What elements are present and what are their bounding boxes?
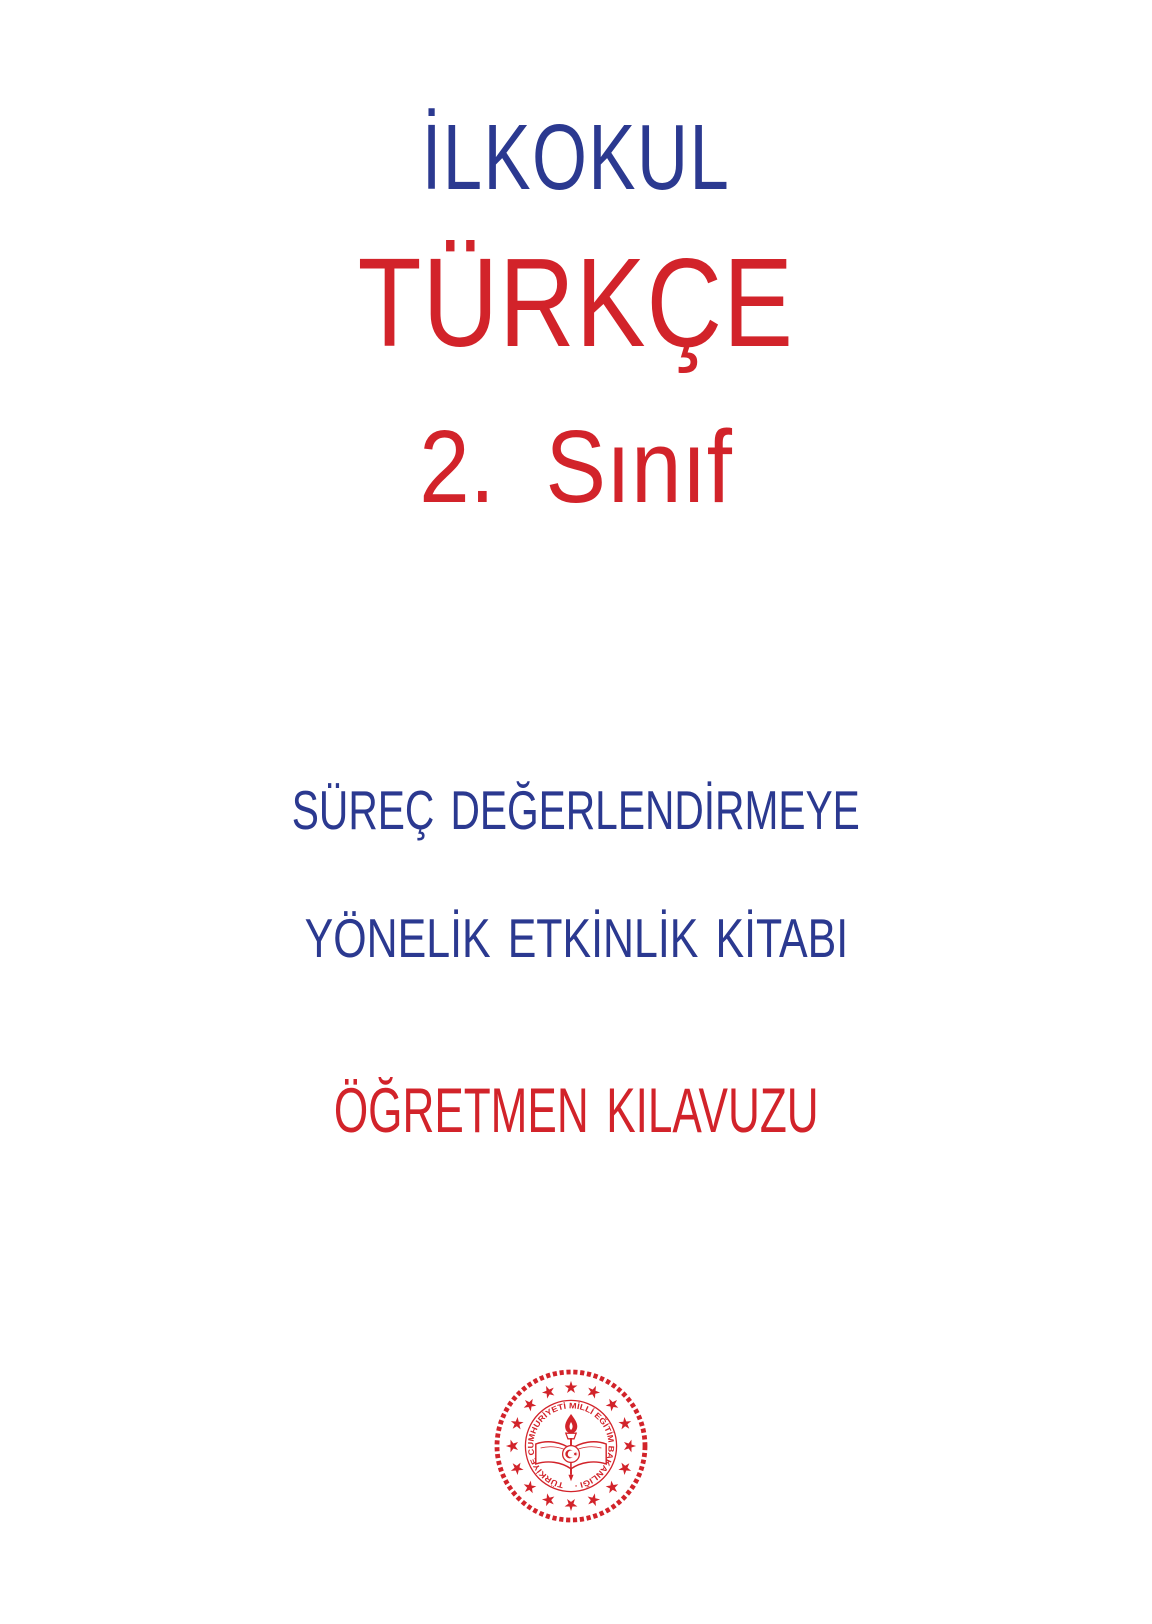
school-level-title (0, 105, 1152, 209)
grade-text: 2. Sınıf (419, 409, 733, 524)
subject-text: TÜRKÇE (357, 232, 795, 373)
emblem-arc-text: TÜRKİYE CUMHURİYETİ MİLLİ EĞİTİM BAKANLIĞI · (526, 1401, 616, 1491)
torch-cup-icon (566, 1433, 576, 1439)
meb-emblem-icon (491, 1366, 651, 1526)
crescent-inner-icon (568, 1451, 575, 1458)
subject-title (0, 232, 1152, 373)
torch-book-icon (536, 1414, 606, 1481)
finial-icon (568, 1475, 573, 1481)
subtitle-line-3 (0, 1076, 1152, 1146)
school-level-text: İLKOKUL (421, 105, 731, 209)
subtitle-line-3-text: ÖĞRETMEN KILAVUZU (333, 1076, 819, 1146)
subtitle-line-2 (0, 907, 1152, 969)
subtitle-line-1 (0, 779, 1152, 841)
subtitle-line-1-text: SÜREÇ DEĞERLENDİRMEYE (291, 779, 860, 841)
subtitle-line-2-text: YÖNELİK ETKİNLİK KİTABI (304, 907, 848, 969)
meb-emblem-svg (491, 1366, 651, 1526)
grade-title (0, 409, 1152, 524)
